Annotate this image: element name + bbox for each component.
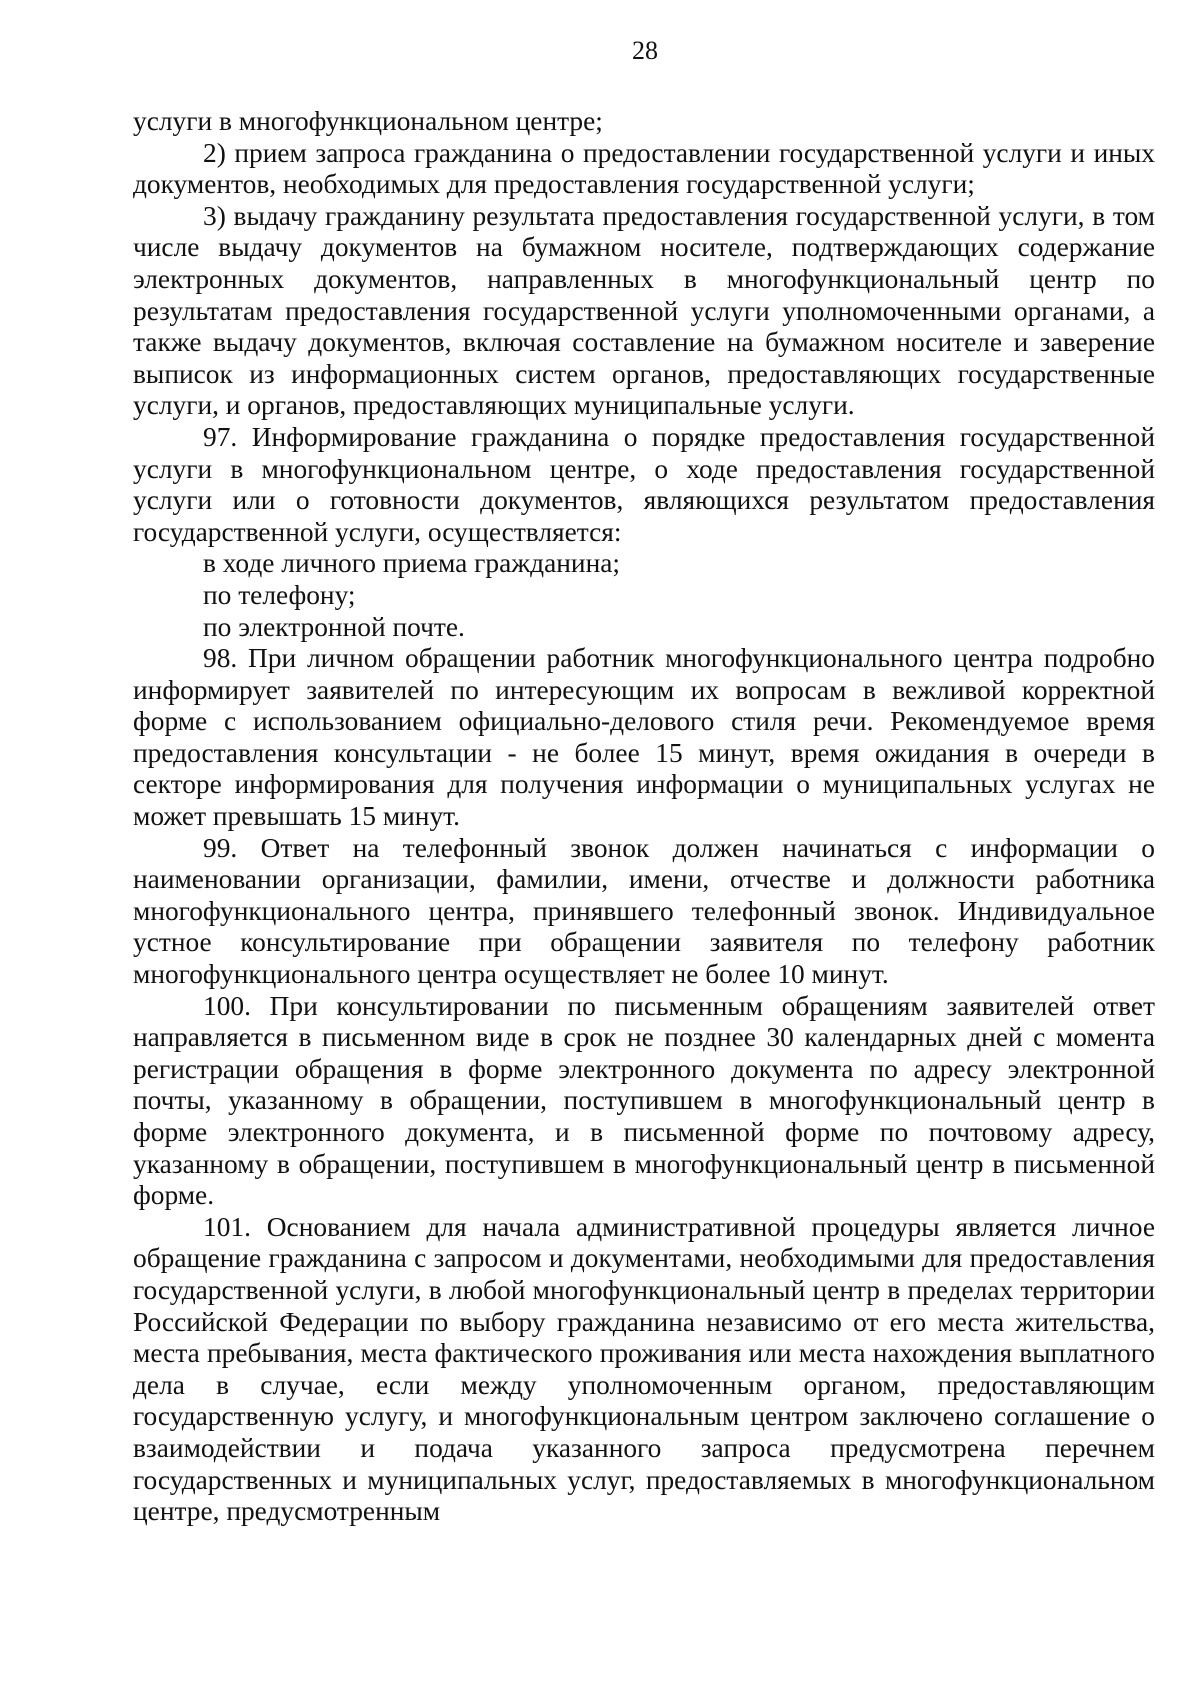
paragraph-item-3: 3) выдачу гражданину результата предоставления государственной услуги, в том числе выдачу документов на бумажном носителе, подтверждающих содержание электронных документов, направленных в многофункциональный центр по результатам предоставления государственной услуги уполномоченными органами, а также выдачу документов, включая составление на бумажном носителе и заверение выписок из информационных систем органов, предоставляющих государственные услуги, и органов, предоставляющих муниципальные услуги. xyxy=(133,200,1155,421)
list-item-personal-reception: в ходе личного приема гражданина; xyxy=(203,548,620,579)
page-number: 28 xyxy=(632,36,658,65)
paragraph-98: 98. При личном обращении работник многофункционального центра подробно информирует заявителей по интересующим их вопросам в вежливой корректной форме с использованием официально-делового стиля речи. Рекомендуемое время предоставления консультации - не более 15 минут, время ожидания в очереди в секторе информирования для получения информации о муниципальных услугах не может превышать 15 минут. xyxy=(133,643,1155,832)
paragraph-100: 100. При консультировании по письменным обращениям заявителей ответ направляется в письменном виде в срок не позднее 30 календарных дней с момента регистрации обращения в форме электронного документа по адресу электронной почты, указанному в обращении, поступившем в многофункциональный центр в форме электронного документа, и в письменной форме по почтовому адресу, указанному в обращении, поступившем в многофункциональный центр в письменной форме. xyxy=(133,990,1155,1211)
paragraph-99: 99. Ответ на телефонный звонок должен начинаться с информации о наименовании организации, фамилии, имени, отчестве и должности работника многофункционального центра, принявшего телефонный звонок. Индивидуальное устное консультирование при обращении заявителя по телефону работник многофункционального центра осуществляет не более 10 минут. xyxy=(133,832,1155,990)
paragraph-item-2: 2) прием запроса гражданина о предоставлении государственной услуги и иных документов, необходимых для предоставления государственной услуги; xyxy=(133,137,1155,200)
list-item-phone: по телефону; xyxy=(203,579,356,610)
paragraph-97: 97. Информирование гражданина о порядке предоставления государственной услуги в многофункциональном центре, о ходе предоставления государственной услуги или о готовности документов, являющихся результатом предоставления государственной услуги, осуществляется: xyxy=(133,421,1155,547)
paragraph-101: 101. Основанием для начала административной процедуры является личное обращение гражданина с запросом и документами, необходимыми для предоставления государственной услуги, в любой многофункциональный центр в пределах территории Российской Федерации по выбору гражданина независимо от его места жительства, места пребывания, места фактического проживания или места нахождения выплатного дела в случае, если между уполномоченным органом, предоставляющим государственную услугу, и многофункциональным центром заключено соглашение о взаимодействии и подача указанного запроса предусмотрена перечнем государственных и муниципальных услуг, предоставляемых в многофункциональном центре, предусмотренным xyxy=(133,1211,1155,1527)
paragraph-continuation: услуги в многофункциональном центре; xyxy=(133,106,603,136)
list-item-email: по электронной почте. xyxy=(203,611,465,642)
document-body xyxy=(133,106,1155,1528)
